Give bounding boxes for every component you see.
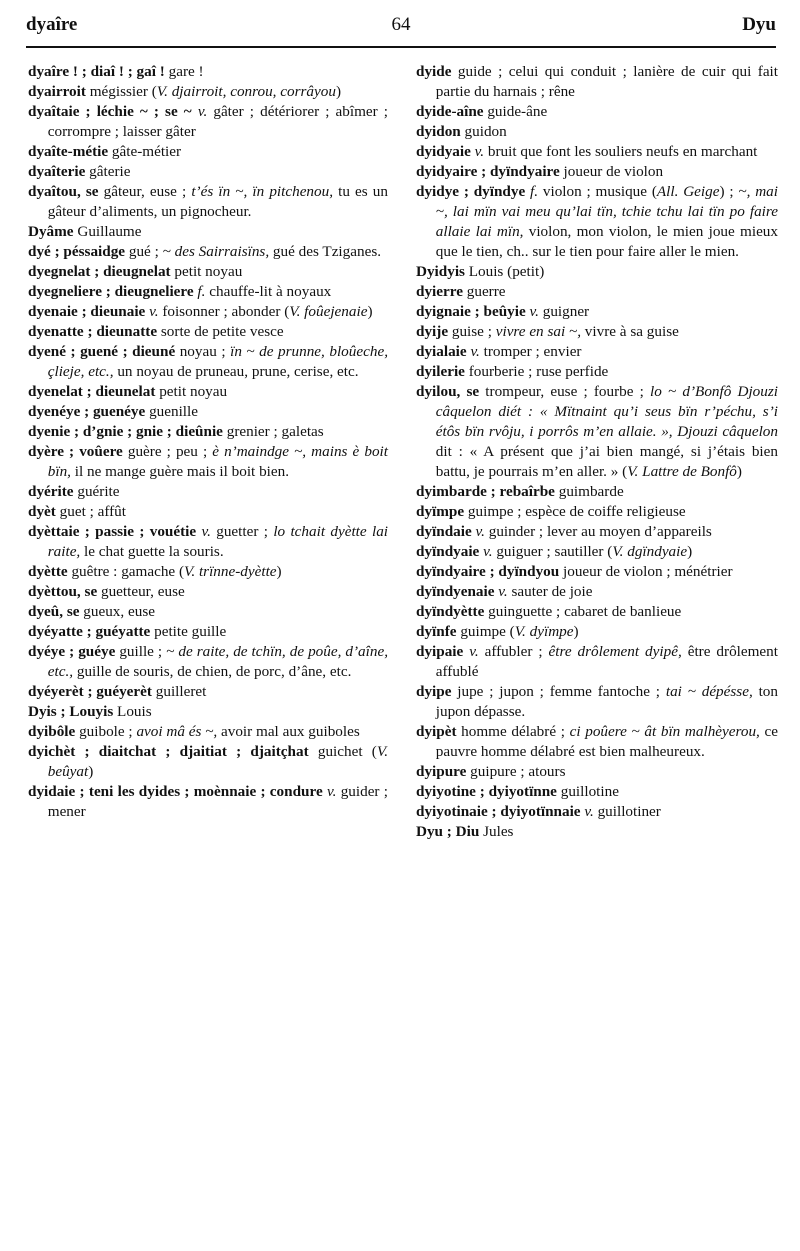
dictionary-entry bbox=[28, 242, 388, 262]
headword: dyéyerèt ; guéyerèt bbox=[28, 683, 152, 700]
dictionary-entry bbox=[28, 342, 388, 382]
dictionary-entry bbox=[28, 142, 388, 162]
definition-text: tromper ; envier bbox=[479, 343, 582, 360]
headword: dyaîtou, se bbox=[28, 183, 99, 200]
headword: dyimbarde ; rebaîrbe bbox=[416, 483, 555, 500]
dictionary-entry bbox=[28, 182, 388, 222]
dictionary-entry bbox=[28, 522, 388, 562]
headword: dyenaie ; dieunaie bbox=[28, 303, 146, 320]
italic-text: v. bbox=[475, 523, 485, 540]
italic-text: v. bbox=[483, 543, 493, 560]
italic-text: v. bbox=[326, 783, 337, 800]
definition-text: Louis bbox=[113, 703, 152, 720]
definition-text: guipure ; atours bbox=[466, 763, 566, 780]
italic-text: V. djairroit, conrou, corrâyou bbox=[156, 83, 336, 100]
definition-text: guetter ; bbox=[210, 523, 274, 540]
definition-text: petit noyau bbox=[170, 263, 243, 280]
definition-text: un noyau de pruneau, prune, cerise, etc. bbox=[113, 363, 359, 380]
headword: dyère ; voûere bbox=[28, 443, 123, 460]
italic-text: All. Geige bbox=[656, 183, 720, 200]
dictionary-entry bbox=[28, 582, 388, 602]
definition-text: guiguer ; sautiller ( bbox=[492, 543, 613, 560]
definition-text: guigner bbox=[538, 303, 590, 320]
dictionary-entry bbox=[28, 482, 388, 502]
dictionary-entry bbox=[416, 382, 778, 482]
definition-text: être drôlement affublé bbox=[435, 643, 778, 680]
dictionary-entry bbox=[28, 562, 388, 582]
headword: dyaîte-métie bbox=[28, 143, 109, 160]
headword: dyide-aîne bbox=[416, 103, 484, 120]
headword: dyïndyenaie bbox=[416, 583, 495, 600]
header-first-word: dyaîre bbox=[26, 14, 78, 35]
definition-text: guider ; mener bbox=[47, 783, 388, 820]
italic-text: vivre en sai ~, bbox=[495, 323, 581, 340]
definition-text: gué ; bbox=[125, 243, 163, 260]
headword: dyidyaie bbox=[416, 143, 471, 160]
definition-text: guinguette ; cabaret de banlieue bbox=[484, 603, 682, 620]
headword: dyibôle bbox=[28, 723, 76, 740]
dictionary-entry bbox=[416, 562, 778, 582]
definition-text: chauffe-lit à noyaux bbox=[205, 283, 332, 300]
definition-text: Louis (petit) bbox=[464, 263, 545, 280]
dictionary-entry bbox=[28, 602, 388, 622]
headword: dyiyotine ; dyiyotïnne bbox=[416, 783, 557, 800]
dictionary-entry bbox=[28, 262, 388, 282]
headword: dyenatte ; dieunatte bbox=[28, 323, 158, 340]
definition-text: guimpe ; espèce de coiffe religieuse bbox=[464, 503, 686, 520]
dictionary-entry bbox=[416, 322, 778, 342]
definition-text: ) bbox=[367, 303, 373, 320]
definition-text: mégissier ( bbox=[85, 83, 157, 100]
italic-text: ~ des Sairraisïns, bbox=[162, 243, 270, 260]
definition-text: guillotiner bbox=[593, 803, 661, 820]
italic-text: V. beûyat bbox=[47, 743, 388, 780]
definition-text: guère ; peu ; bbox=[122, 443, 213, 460]
header-rule bbox=[26, 46, 776, 48]
italic-text: V. dyïmpe bbox=[514, 623, 574, 640]
dictionary-entry bbox=[416, 522, 778, 542]
italic-text: v. bbox=[201, 523, 211, 540]
headword: dyide bbox=[416, 63, 452, 80]
definition-text: dit : « A présent que j’ai bien mangé, si j’étais bien battu, je pourrais m’en aller. » ( bbox=[435, 443, 778, 480]
headword: dyije bbox=[416, 323, 449, 340]
definition-text: gueux, euse bbox=[79, 603, 155, 620]
headword: dyïndyaire ; dyïndyou bbox=[416, 563, 560, 580]
italic-text: ci poûere ~ ât bïn malhèyerou, bbox=[569, 723, 760, 740]
headword: dyèttaie ; passie ; vouétie bbox=[28, 523, 197, 540]
dictionary-entry bbox=[28, 422, 388, 442]
definition-text: guibole ; bbox=[75, 723, 137, 740]
dictionary-entry bbox=[416, 302, 778, 322]
italic-text: lo ~ d’Bonfô Djouzi câquelon diét : « Mïtnaint qu’i seus bïn r’péchu, s’i étôs bïn rvôju, i porrôs m’en allaie. », Djouzi câquelon bbox=[435, 383, 779, 440]
headword: dyegneliere ; dieugneliere bbox=[28, 283, 194, 300]
headword: dyignaie ; beûyie bbox=[416, 303, 526, 320]
headword: dyètte bbox=[28, 563, 68, 580]
italic-text: ïn ~ de prunne, bloûeche, çlieje, etc., bbox=[47, 343, 388, 380]
headword: dyidye ; dyïndye bbox=[416, 183, 526, 200]
definition-text: guetteur, euse bbox=[97, 583, 185, 600]
headword: dyialaie bbox=[416, 343, 467, 360]
definition-text: petit noyau bbox=[155, 383, 228, 400]
definition-text: sauter de joie bbox=[507, 583, 593, 600]
definition-text: homme délabré ; bbox=[456, 723, 570, 740]
definition-text: guérite bbox=[73, 483, 120, 500]
left-column bbox=[28, 62, 388, 822]
definition-text: Jules bbox=[479, 823, 514, 840]
definition-text: guerre bbox=[462, 283, 506, 300]
italic-text: V. dgïndyaie bbox=[612, 543, 688, 560]
headword: Dyâme bbox=[28, 223, 74, 240]
dictionary-entry bbox=[416, 262, 778, 282]
italic-text: V. Lattre de Bonfô bbox=[627, 463, 737, 480]
definition-text: gâterie bbox=[85, 163, 131, 180]
headword: dyipaie bbox=[416, 643, 464, 660]
headword: dyenie ; d’gnie ; gnie ; dieûnie bbox=[28, 423, 223, 440]
dictionary-entry bbox=[28, 742, 388, 782]
definition-text: trompeur, euse ; fourbe ; bbox=[479, 383, 651, 400]
definition-text: gare ! bbox=[164, 63, 204, 80]
headword: dyidyaire ; dyïndyaire bbox=[416, 163, 560, 180]
headword: dyilerie bbox=[416, 363, 465, 380]
headword: Dyu ; Diu bbox=[416, 823, 480, 840]
headword: dyaîterie bbox=[28, 163, 86, 180]
italic-text: ~, mai ~, lai mïn vai meu qu’lai tïn, tchie tchu lai tïn po faire allaie lai mïn, bbox=[435, 183, 778, 240]
dictionary-entry bbox=[28, 782, 388, 822]
dictionary-entry bbox=[416, 502, 778, 522]
dictionary-entry bbox=[416, 162, 778, 182]
dictionary-entry bbox=[28, 102, 388, 142]
dictionary-entry bbox=[416, 722, 778, 762]
dictionary-entry bbox=[28, 222, 388, 242]
dictionary-entry bbox=[416, 62, 778, 102]
headword: dyilou, se bbox=[416, 383, 480, 400]
headword: dyipure bbox=[416, 763, 467, 780]
definition-text: ) ; bbox=[719, 183, 739, 200]
italic-text: f. bbox=[197, 283, 206, 300]
headword: dyipe bbox=[416, 683, 452, 700]
dictionary-entry bbox=[416, 622, 778, 642]
definition-text: avoir mal aux guiboles bbox=[217, 723, 360, 740]
italic-text: être drôlement dyipê, bbox=[548, 643, 682, 660]
italic-text: avoi mâ és ~, bbox=[136, 723, 218, 740]
headword: dyené ; guené ; dieuné bbox=[28, 343, 176, 360]
dictionary-entry bbox=[416, 602, 778, 622]
dictionary-entry bbox=[28, 322, 388, 342]
definition-text: fourberie ; ruse perfide bbox=[464, 363, 609, 380]
definition-text: ) bbox=[573, 623, 579, 640]
definition-text: petite guille bbox=[150, 623, 227, 640]
definition-text: ) bbox=[687, 543, 693, 560]
dictionary-entry bbox=[416, 542, 778, 562]
definition-text: guimpe ( bbox=[456, 623, 515, 640]
definition-text: guenille bbox=[145, 403, 198, 420]
headword: dyenéye ; guenéye bbox=[28, 403, 146, 420]
definition-text: guille ; bbox=[115, 643, 167, 660]
header-last-word: Dyu bbox=[742, 14, 776, 35]
definition-text: ce pauvre homme délabré est bien malheureux. bbox=[435, 723, 779, 760]
italic-text: v. bbox=[529, 303, 539, 320]
dictionary-entry bbox=[416, 282, 778, 302]
dictionary-entry bbox=[416, 342, 778, 362]
dictionary-entry bbox=[28, 502, 388, 522]
italic-text: f. bbox=[530, 183, 539, 200]
definition-text: guide-âne bbox=[483, 103, 548, 120]
italic-text: v. bbox=[197, 103, 208, 120]
dictionary-entry bbox=[416, 362, 778, 382]
definition-text: Guillaume bbox=[73, 223, 142, 240]
italic-text: tai ~ dépésse, bbox=[665, 683, 753, 700]
definition-text: gâteur, euse ; bbox=[98, 183, 192, 200]
definition-text: gâte-métier bbox=[108, 143, 182, 160]
definition-text: grenier ; galetas bbox=[222, 423, 324, 440]
definition-text: guillotine bbox=[556, 783, 619, 800]
dictionary-entry bbox=[28, 402, 388, 422]
dictionary-entry bbox=[416, 682, 778, 722]
definition-text: affubler ; bbox=[478, 643, 549, 660]
headword: Dyidyis bbox=[416, 263, 465, 280]
headword: dyierre bbox=[416, 283, 463, 300]
definition-text: guet ; affût bbox=[55, 503, 126, 520]
italic-text: v. bbox=[584, 803, 594, 820]
definition-text: ton jupon dépasse. bbox=[435, 683, 778, 720]
definition-text: ) bbox=[335, 83, 342, 100]
headword: dyenelat ; dieunelat bbox=[28, 383, 156, 400]
dictionary-entry bbox=[28, 162, 388, 182]
italic-text: v. bbox=[469, 643, 479, 660]
headword: dyïndyètte bbox=[416, 603, 485, 620]
headword: dyairroit bbox=[28, 83, 86, 100]
definition-text: violon ; musique ( bbox=[538, 183, 657, 200]
headword: dyïndaie bbox=[416, 523, 472, 540]
headword: dyidaie ; teni les dyides ; moènnaie ; condure bbox=[28, 783, 323, 800]
dictionary-entry bbox=[416, 102, 778, 122]
definition-text: joueur de violon ; ménétrier bbox=[559, 563, 733, 580]
headword: dyipèt bbox=[416, 723, 457, 740]
headword: Dyis ; Louyis bbox=[28, 703, 114, 720]
definition-text: joueur de violon bbox=[559, 163, 664, 180]
dictionary-entry bbox=[28, 442, 388, 482]
italic-text: V. trïnne-dyètte bbox=[184, 563, 277, 580]
italic-text: è n’maindge ~, mains è boit bïn, bbox=[47, 443, 388, 480]
dictionary-entry bbox=[28, 702, 388, 722]
dictionary-entry bbox=[28, 682, 388, 702]
dictionary-entry bbox=[28, 82, 388, 102]
dictionary-entry bbox=[416, 142, 778, 162]
definition-text: ) bbox=[276, 563, 282, 580]
headword: dyegnelat ; dieugnelat bbox=[28, 263, 171, 280]
dictionary-entry bbox=[28, 302, 388, 322]
headword: dyé ; péssaidge bbox=[28, 243, 126, 260]
dictionary-entry bbox=[416, 182, 778, 262]
definition-text: il ne mange guère mais il boit bien. bbox=[70, 463, 290, 480]
dictionary-entry bbox=[416, 582, 778, 602]
definition-text: guimbarde bbox=[554, 483, 624, 500]
italic-text: v. bbox=[474, 143, 485, 160]
definition-text: guidon bbox=[460, 123, 507, 140]
headword: dyichèt ; diaitchat ; djaitiat ; djaitçhat bbox=[28, 743, 309, 760]
italic-text: v. bbox=[470, 343, 480, 360]
headword: dyïnfe bbox=[416, 623, 457, 640]
headword: dyéyatte ; guéyatte bbox=[28, 623, 151, 640]
dictionary-entry bbox=[416, 482, 778, 502]
definition-text: violon, mon violon, le mien joue mieux que le tien, ch.. sur le tien pour faire aller le mien. bbox=[435, 223, 778, 260]
definition-text: guichet ( bbox=[308, 743, 377, 760]
headword: dyïndyaie bbox=[416, 543, 480, 560]
headword: dyèt bbox=[28, 503, 56, 520]
headword: dyéye ; guéye bbox=[28, 643, 116, 660]
headword: dyaîre ! ; diaî ! ; gaî ! bbox=[28, 63, 165, 80]
dictionary-entry bbox=[416, 762, 778, 782]
italic-text: v. bbox=[149, 303, 159, 320]
dictionary-entry bbox=[416, 642, 778, 682]
definition-text: guilleret bbox=[151, 683, 207, 700]
dictionary-entry bbox=[28, 282, 388, 302]
dictionary-entry bbox=[28, 382, 388, 402]
definition-text: noyau ; bbox=[175, 343, 231, 360]
italic-text: lo tchait dyètte lai raite, bbox=[47, 523, 389, 560]
headword: dyaîtaie ; léchie ~ ; se ~ bbox=[28, 103, 192, 120]
headword: dyïmpe bbox=[416, 503, 465, 520]
definition-text: le chat guette la souris. bbox=[80, 543, 224, 560]
dictionary-entry bbox=[416, 122, 778, 142]
italic-text: ~ de raite, de tchïn, de poûe, d’aîne, etc., bbox=[47, 643, 388, 680]
definition-text: guêtre : gamache ( bbox=[67, 563, 185, 580]
headword: dyérite bbox=[28, 483, 74, 500]
definition-text: sorte de petite vesce bbox=[157, 323, 284, 340]
definition-text: gué des Tziganes. bbox=[269, 243, 382, 260]
running-header bbox=[26, 14, 776, 40]
italic-text: v. bbox=[498, 583, 508, 600]
italic-text: V. foûejenaie bbox=[289, 303, 368, 320]
italic-text: t’és ïn ~, ïn pitchenou, bbox=[191, 183, 334, 200]
dictionary-entry bbox=[28, 622, 388, 642]
dictionary-entry bbox=[28, 722, 388, 742]
headword: dyidon bbox=[416, 123, 461, 140]
dictionary-entry bbox=[416, 802, 778, 822]
headword: dyeû, se bbox=[28, 603, 80, 620]
definition-text: gâter ; détériorer ; abîmer ; corrompre ; laisser gâter bbox=[47, 103, 389, 140]
definition-text: ) bbox=[88, 763, 94, 780]
dictionary-entry bbox=[28, 62, 388, 82]
definition-text: guide ; celui qui conduit ; lanière de cuir qui fait partie du harnais ; rêne bbox=[435, 63, 778, 100]
definition-text: ) bbox=[736, 463, 742, 480]
dictionary-entry bbox=[416, 822, 778, 842]
definition-text: guise ; bbox=[448, 323, 496, 340]
definition-text: vivre à sa guise bbox=[581, 323, 679, 340]
definition-text: tu es un gâteur d’aliments, un pignocheur. bbox=[47, 183, 388, 220]
page-number: 64 bbox=[391, 14, 411, 35]
headword: dyiyotinaie ; dyiyotïnnaie bbox=[416, 803, 581, 820]
headword: dyèttou, se bbox=[28, 583, 98, 600]
definition-text: jupe ; jupon ; femme fantoche ; bbox=[451, 683, 666, 700]
definition-text: guille de souris, de chien, de porc, d’âne, etc. bbox=[73, 663, 352, 680]
dictionary-entry bbox=[28, 642, 388, 682]
definition-text: bruit que font les souliers neufs en marchant bbox=[484, 143, 758, 160]
definition-text: guinder ; lever au moyen d’appareils bbox=[484, 523, 712, 540]
definition-text: foisonner ; abonder ( bbox=[158, 303, 290, 320]
right-column bbox=[416, 62, 778, 842]
dictionary-entry bbox=[416, 782, 778, 802]
